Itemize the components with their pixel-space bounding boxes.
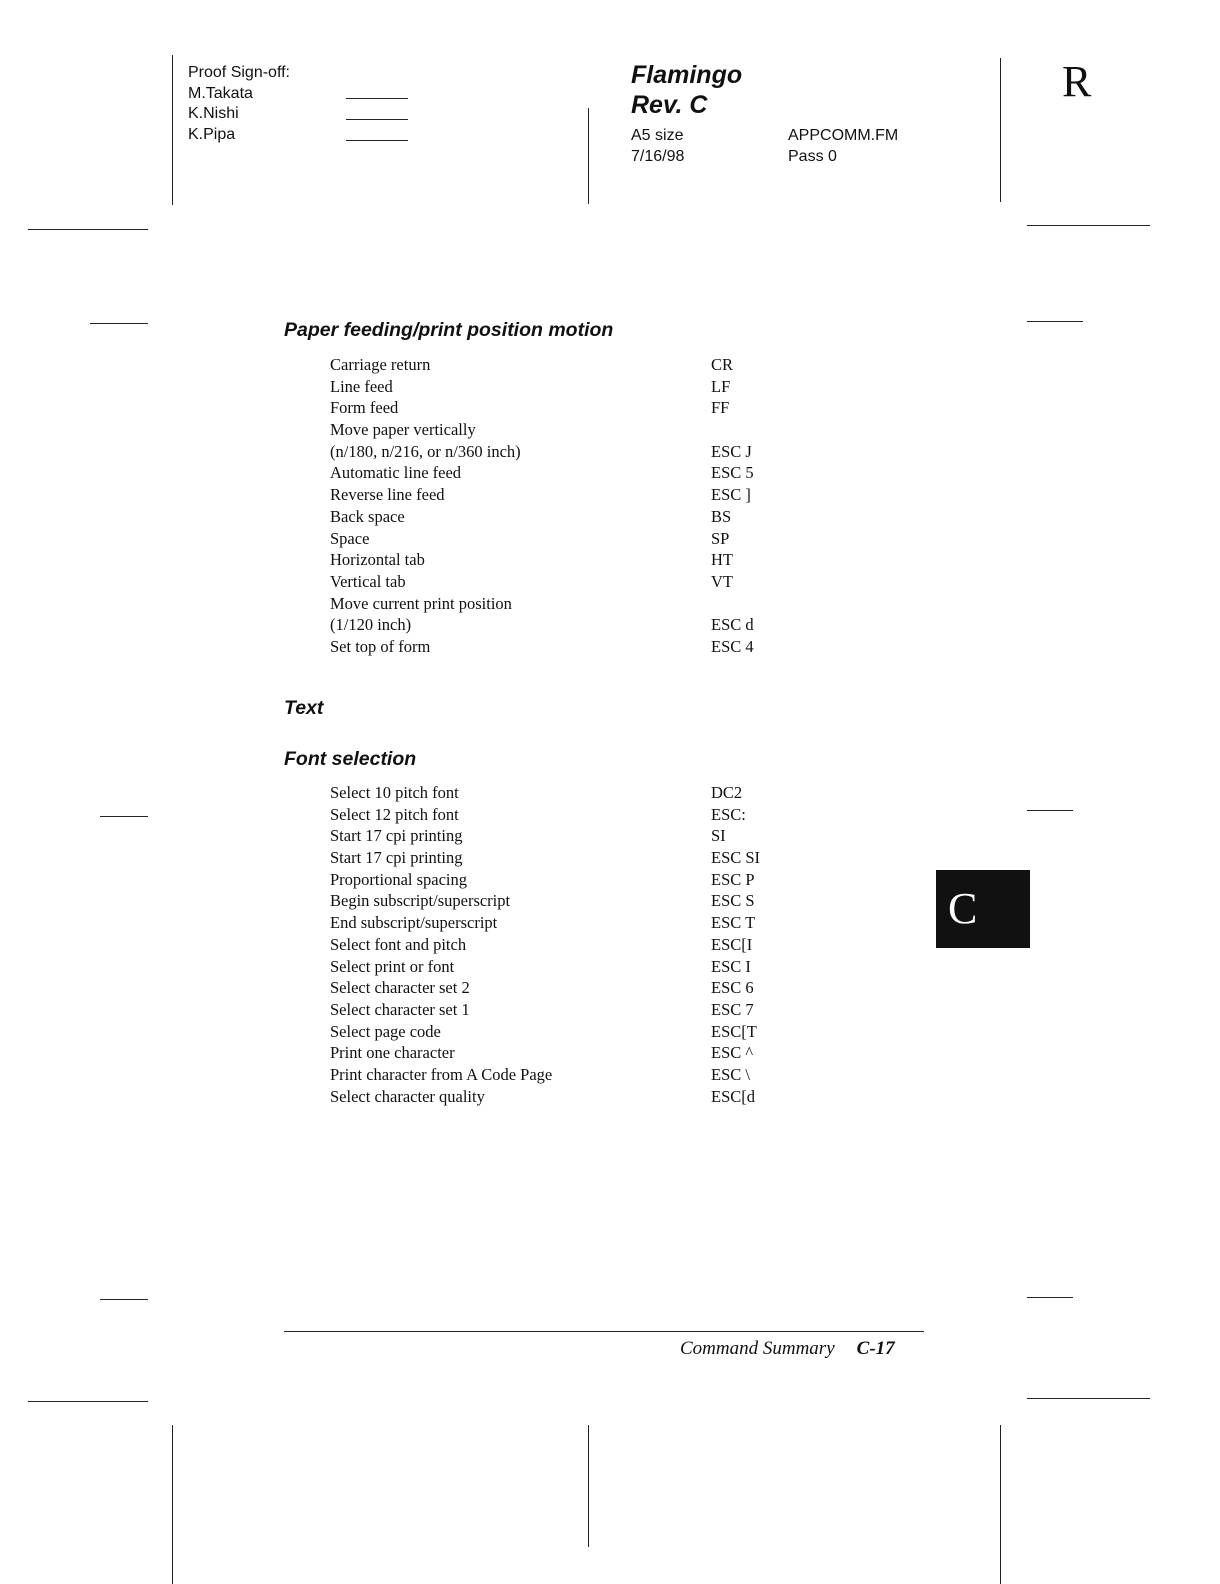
doc-date: 7/16/98 [631, 148, 685, 165]
crop-mark [1027, 810, 1073, 811]
command-desc: Vertical tab [330, 571, 406, 591]
command-code: ESC[T [711, 1021, 757, 1041]
table-row [330, 419, 790, 441]
crop-mark [1027, 225, 1150, 226]
command-desc: Start 17 cpi printing [330, 826, 463, 846]
crop-mark [100, 816, 148, 817]
table-row [330, 376, 790, 398]
crop-mark [588, 108, 589, 204]
command-desc: Select print or font [330, 956, 455, 976]
doc-pass: Pass 0 [788, 148, 837, 165]
table-row [330, 782, 790, 804]
command-code: SP [711, 528, 730, 548]
table-row [330, 354, 790, 376]
doc-filename: APPCOMM.FM [788, 127, 899, 144]
command-code: ESC ] [711, 485, 751, 505]
table-row [330, 956, 790, 978]
table-row [330, 614, 790, 636]
document-title: Flamingo Rev. C [631, 61, 743, 119]
command-code: FF [711, 398, 730, 418]
command-code [711, 419, 790, 441]
command-code: ESC[I [711, 934, 753, 954]
table-row [330, 890, 790, 912]
command-code: ESC 7 [711, 999, 754, 1019]
signer-name: M.Takata [188, 84, 253, 102]
table-row [330, 934, 790, 956]
command-code: ESC d [711, 615, 754, 635]
command-desc: Set top of form [330, 636, 431, 656]
command-desc: End subscript/superscript [330, 913, 498, 933]
command-code: ESC J [711, 441, 752, 461]
command-code [711, 593, 790, 615]
table-row [330, 1086, 790, 1108]
table-row [330, 912, 790, 934]
table-row [330, 549, 790, 571]
command-desc: Select character quality [330, 1086, 485, 1106]
command-desc: Select character set 2 [330, 978, 470, 998]
page-number: C-17 [856, 1338, 895, 1359]
command-code: ESC: [711, 804, 746, 824]
chapter-tab: C [936, 870, 1030, 948]
command-desc: Select font and pitch [330, 934, 467, 954]
crop-mark [172, 1425, 173, 1584]
crop-mark [1027, 321, 1083, 322]
crop-mark [28, 229, 148, 230]
table-row [330, 441, 790, 463]
proof-label: Proof Sign-off: [188, 64, 290, 81]
command-desc: Print one character [330, 1043, 455, 1063]
command-code: LF [711, 376, 731, 396]
crop-mark [172, 55, 173, 205]
table-row [330, 528, 790, 550]
table-row [330, 1064, 790, 1086]
revision-mark: R [1062, 57, 1092, 106]
table-row [330, 593, 790, 615]
subsection-heading: Font selection [284, 748, 417, 770]
command-code: SI [711, 826, 726, 846]
crop-mark [90, 323, 148, 324]
signature-line [346, 119, 408, 120]
command-code: CR [711, 355, 734, 374]
command-code: ESC 4 [711, 636, 754, 656]
command-code: ESC S [711, 891, 755, 911]
command-code: ESC[d [711, 1086, 756, 1106]
command-code: ESC SI [711, 848, 761, 868]
doc-size: A5 size [631, 127, 684, 144]
command-desc: Horizontal tab [330, 550, 425, 570]
command-desc: Select page code [330, 1021, 441, 1041]
command-desc: Move current print position [330, 593, 512, 613]
table-row [330, 825, 790, 847]
command-desc: Move paper vertically [330, 420, 476, 440]
command-desc: Line feed [330, 376, 393, 396]
font-command-table [330, 782, 790, 1107]
command-desc: Print character from A Code Page [330, 1064, 553, 1084]
footer-rule [284, 1331, 924, 1332]
table-row [330, 977, 790, 999]
command-code: HT [711, 550, 733, 570]
command-desc: Select character set 1 [330, 999, 470, 1019]
command-code: ESC \ [711, 1064, 750, 1084]
signature-line [346, 98, 408, 99]
command-code: ESC 6 [711, 978, 754, 998]
command-code: ESC I [711, 956, 751, 976]
table-row [330, 999, 790, 1021]
crop-mark [28, 1401, 148, 1402]
command-desc: (1/120 inch) [330, 615, 412, 635]
table-row [330, 804, 790, 826]
command-desc: Carriage return [330, 355, 431, 374]
table-row [330, 847, 790, 869]
command-code: DC2 [711, 783, 743, 802]
command-desc: Form feed [330, 398, 399, 418]
crop-mark [100, 1299, 148, 1300]
table-row [330, 397, 790, 419]
proof-signoff [188, 63, 290, 145]
page-footer [680, 1338, 895, 1360]
table-row [330, 1042, 790, 1064]
command-desc: Reverse line feed [330, 485, 445, 505]
command-desc: (n/180, n/216, or n/360 inch) [330, 441, 521, 461]
table-row [330, 636, 790, 658]
signer-name: K.Pipa [188, 125, 236, 143]
command-desc: Proportional spacing [330, 869, 468, 889]
command-desc: Select 10 pitch font [330, 783, 459, 802]
table-row [330, 506, 790, 528]
section-heading: Paper feeding/print position motion [284, 319, 614, 341]
command-desc: Space [330, 528, 370, 548]
footer-title: Command Summary [680, 1338, 835, 1359]
section-heading: Text [284, 697, 324, 719]
command-code: ESC P [711, 869, 755, 889]
command-code: ESC ^ [711, 1043, 754, 1063]
table-row [330, 484, 790, 506]
command-code: BS [711, 506, 732, 526]
paper-command-table [330, 354, 790, 658]
command-code: ESC 5 [711, 463, 754, 483]
table-row [330, 462, 790, 484]
command-code: VT [711, 571, 733, 591]
table-row [330, 1021, 790, 1043]
command-desc: Start 17 cpi printing [330, 848, 463, 868]
signature-line [346, 140, 408, 141]
command-code: ESC T [711, 913, 756, 933]
command-desc: Back space [330, 506, 405, 526]
command-desc: Select 12 pitch font [330, 804, 459, 824]
crop-mark [588, 1425, 589, 1547]
crop-mark [1000, 1425, 1001, 1584]
crop-mark [1000, 58, 1001, 202]
signer-name: K.Nishi [188, 105, 239, 122]
command-desc: Automatic line feed [330, 463, 462, 483]
table-row [330, 869, 790, 891]
table-row [330, 571, 790, 593]
crop-mark [1027, 1398, 1150, 1399]
command-desc: Begin subscript/superscript [330, 891, 511, 911]
crop-mark [1027, 1297, 1073, 1298]
